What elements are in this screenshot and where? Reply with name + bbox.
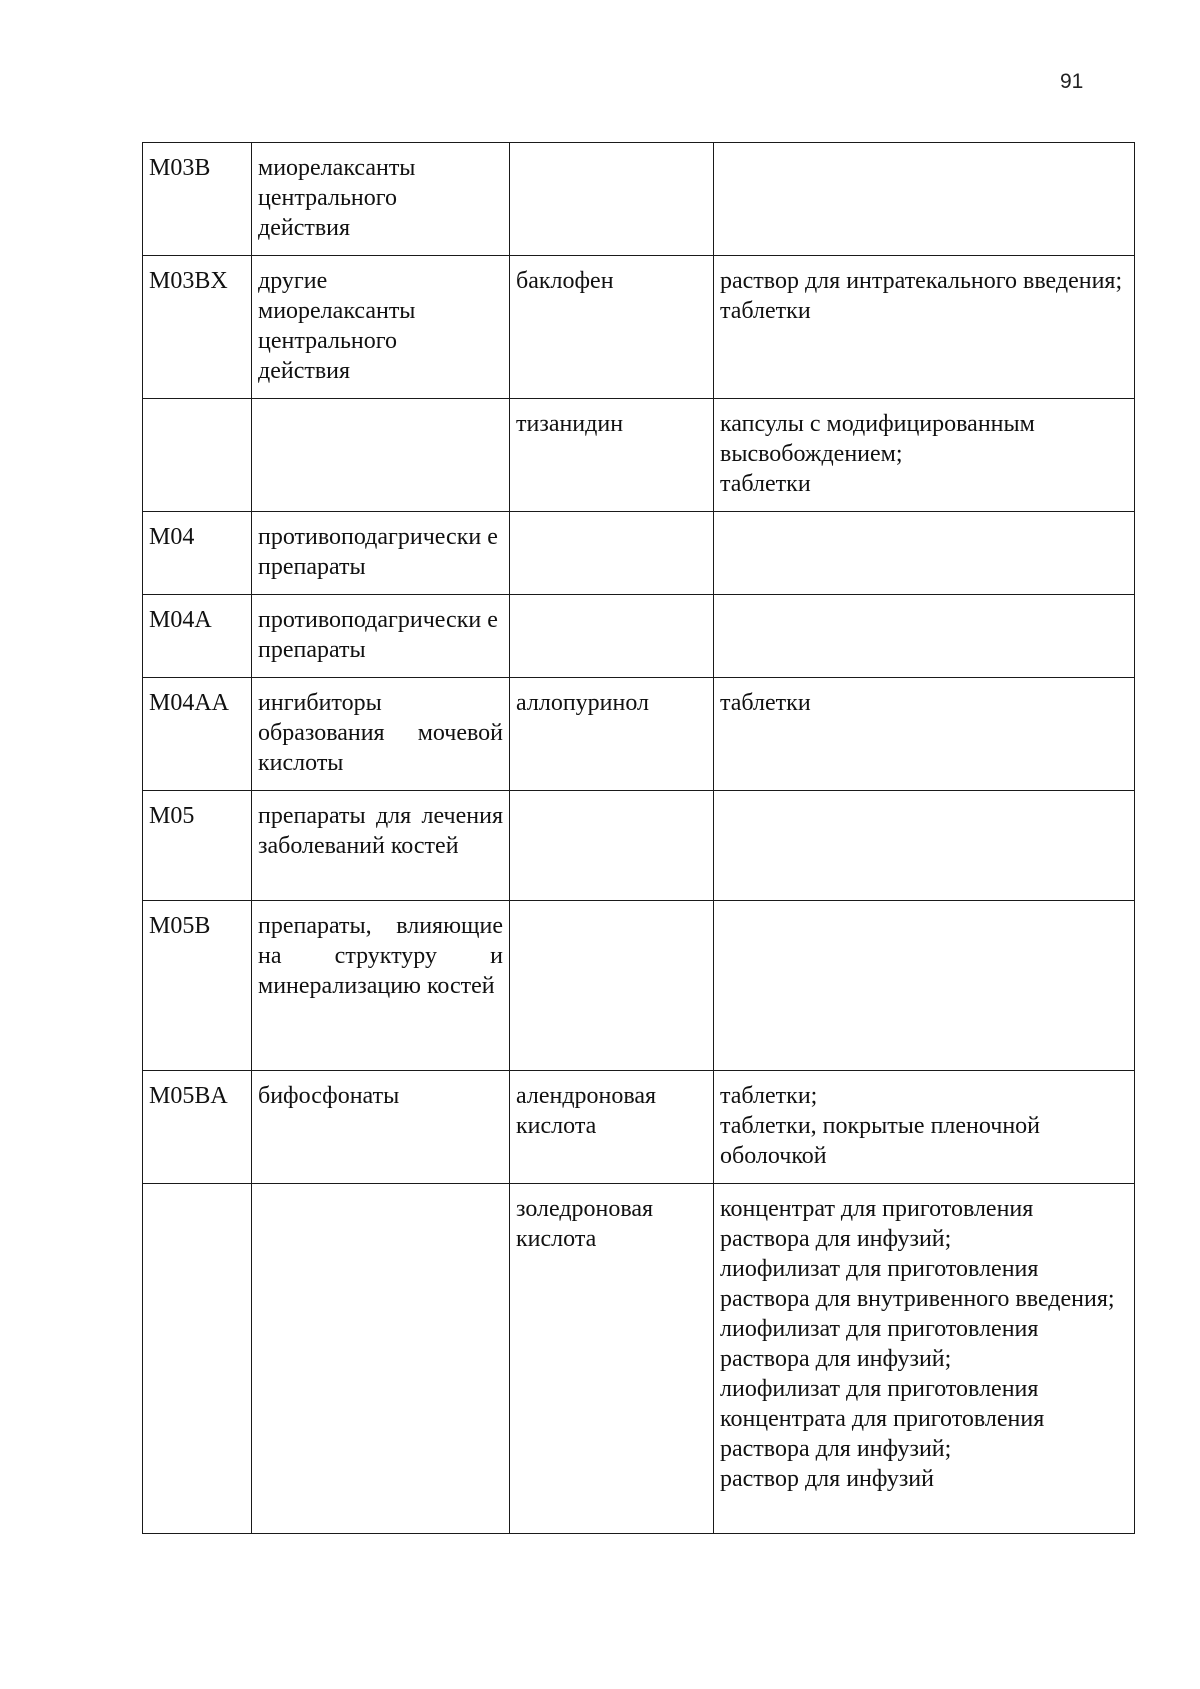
page-number: 91 (1060, 70, 1084, 93)
drug-name-cell: тизанидин (510, 399, 714, 512)
table-row (143, 678, 1135, 791)
table-row (143, 1184, 1135, 1534)
table-row (143, 595, 1135, 678)
drug-name-cell: алендроновая кислота (510, 1071, 714, 1184)
drug-name-cell (510, 512, 714, 595)
dosage-form-cell: таблетки; таблетки, покрытые пленочной оболочкой (714, 1071, 1135, 1184)
group-name-cell: бифосфонаты (252, 1071, 510, 1184)
drug-name-cell: аллопуринол (510, 678, 714, 791)
group-name-cell: препараты для лечения заболеваний костей (252, 791, 510, 901)
table-row (143, 791, 1135, 901)
group-name-cell (252, 1184, 510, 1534)
atc-code-cell: M03B (143, 143, 252, 256)
atc-code-cell: M04A (143, 595, 252, 678)
dosage-form-cell: раствор для интратекального введения; таблетки (714, 256, 1135, 399)
group-name-cell: миорелаксанты центрального действия (252, 143, 510, 256)
table-row (143, 1071, 1135, 1184)
group-name-cell (252, 399, 510, 512)
group-name-cell: другие миорелаксанты центрального действия (252, 256, 510, 399)
atc-code-cell: M04AA (143, 678, 252, 791)
table-row (143, 512, 1135, 595)
drug-name-cell: золедроновая кислота (510, 1184, 714, 1534)
drug-name-cell (510, 595, 714, 678)
atc-code-cell: M03BX (143, 256, 252, 399)
dosage-form-cell (714, 143, 1135, 256)
atc-code-cell (143, 1184, 252, 1534)
table-row (143, 399, 1135, 512)
drug-name-cell (510, 901, 714, 1071)
drug-name-cell (510, 143, 714, 256)
atc-code-cell: M04 (143, 512, 252, 595)
table-row (143, 256, 1135, 399)
atc-code-cell (143, 399, 252, 512)
dosage-form-cell (714, 512, 1135, 595)
atc-code-cell: M05BA (143, 1071, 252, 1184)
dosage-form-cell: капсулы с модифицированным высвобождением; таблетки (714, 399, 1135, 512)
drug-name-cell: баклофен (510, 256, 714, 399)
group-name-cell: ингибиторы образования мочевой кислоты (252, 678, 510, 791)
drug-classification-table (142, 142, 1135, 1534)
atc-code-cell: M05B (143, 901, 252, 1071)
dosage-form-cell: таблетки (714, 678, 1135, 791)
group-name-cell: противоподагрически е препараты (252, 595, 510, 678)
drug-name-cell (510, 791, 714, 901)
atc-code-cell: M05 (143, 791, 252, 901)
group-name-cell: противоподагрически е препараты (252, 512, 510, 595)
group-name-cell: препараты, влияющие на структуру и минерализацию костей (252, 901, 510, 1071)
table-row (143, 143, 1135, 256)
dosage-form-cell: концентрат для приготовления раствора для инфузий; лиофилизат для приготовления раствора для внутривенного введения; лиофилизат для приготовления раствора для инфузий; лиофилизат для приготовления концентрата для приготовления раствора для инфузий; раствор для инфузий (714, 1184, 1135, 1534)
dosage-form-cell (714, 901, 1135, 1071)
dosage-form-cell (714, 791, 1135, 901)
table-row (143, 901, 1135, 1071)
dosage-form-cell (714, 595, 1135, 678)
